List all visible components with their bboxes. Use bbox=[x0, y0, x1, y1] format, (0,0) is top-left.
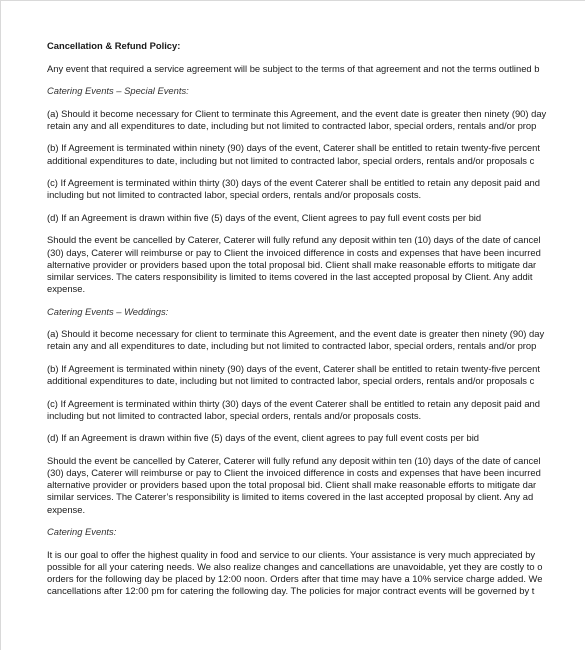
text-line: additional expenditures to date, including but not limited to contracted labor, special orders, rentals and/or proposals c bbox=[47, 375, 535, 387]
special-clause-d bbox=[47, 212, 585, 224]
catering-events-paragraph bbox=[47, 549, 585, 598]
text-line: Should the event be cancelled by Caterer, Caterer will fully refund any deposit within ten (10) days of the date of cancel bbox=[47, 234, 541, 246]
special-clause-c bbox=[47, 177, 585, 201]
text-line: It is our goal to offer the highest quality in food and service to our clients. Your assistance is very much appreciated by bbox=[47, 548, 536, 560]
text-line: expense. bbox=[47, 283, 86, 295]
document-body bbox=[47, 40, 585, 608]
special-caterer-cancellation bbox=[47, 234, 585, 295]
catering-events-heading: Catering Events: bbox=[47, 526, 117, 538]
text-line: Should the event be cancelled by Caterer, Caterer will fully refund any deposit within ten (10) days of the date of cancel bbox=[47, 454, 541, 466]
policy-title: Cancellation & Refund Policy: bbox=[47, 40, 181, 51]
text-line: (c) If Agreement is terminated within thirty (30) days of the event Caterer shall be entitled to retain any deposit paid and bbox=[47, 177, 540, 189]
text-line: retain any and all expenditures to date, including but not limited to contracted labor, special orders, rentals and/or prop bbox=[47, 340, 537, 352]
weddings-heading: Catering Events – Weddings: bbox=[47, 305, 169, 317]
text-line: Any event that required a service agreement will be subject to the terms of that agreement and not the terms outlined b bbox=[47, 62, 540, 74]
text-line: orders for the following day be placed by 12:00 noon. Orders after that time may have a 10% service charge added. We bbox=[47, 572, 543, 584]
text-line: including but not limited to contracted labor, special orders, rentals and/or proposals costs. bbox=[47, 189, 422, 201]
text-line: similar services. The caters responsibility is limited to items covered in the last accepted proposal by Client. Any addit bbox=[47, 270, 533, 282]
special-clause-a bbox=[47, 108, 585, 132]
special-events-heading: Catering Events – Special Events: bbox=[47, 85, 189, 97]
weddings-clause-d bbox=[47, 432, 585, 444]
text-line: (d) If an Agreement is drawn within five (5) days of the event, Client agrees to pay full event costs per bid bbox=[47, 211, 482, 223]
text-line: alternative provider or providers based upon the total proposal bid. Client shall make reasonable efforts to mitigate dar bbox=[47, 258, 537, 270]
text-line: (b) If Agreement is terminated within ninety (90) days of the event, Caterer shall be entitled to retain twenty-five percent bbox=[47, 362, 540, 374]
weddings-clause-b bbox=[47, 363, 585, 387]
weddings-clause-a bbox=[47, 328, 585, 352]
text-line: expense. bbox=[47, 503, 86, 515]
text-line: (a) Should it become necessary for client to terminate this Agreement, and the event date is greater then ninety (90) day bbox=[47, 328, 545, 340]
text-line: (b) If Agreement is terminated within ninety (90) days of the event, Caterer shall be entitled to retain twenty-five percent bbox=[47, 142, 540, 154]
text-line: similar services. The Caterer’s responsibility is limited to items covered in the last accepted proposal by client. Any ad bbox=[47, 491, 534, 503]
weddings-caterer-cancellation bbox=[47, 455, 585, 516]
text-line: (d) If an Agreement is drawn within five (5) days of the event, client agrees to pay full event costs per bid bbox=[47, 432, 479, 444]
text-line: possible for all your catering needs. We also realize changes and cancellations are unavoidable, yet they are costly to o bbox=[47, 560, 543, 572]
text-line: retain any and all expenditures to date, including but not limited to contracted labor, special orders, rentals and/or prop bbox=[47, 119, 537, 131]
special-clause-b bbox=[47, 142, 585, 166]
text-line: cancellations after 12:00 pm for catering the following day. The policies for major contract events will be governed by t bbox=[47, 585, 535, 597]
text-line: (30) days, Caterer will reimburse or pay to Client the invoiced difference in costs and expenses that have been incurred bbox=[47, 466, 541, 478]
text-line: (30) days, Caterer will reimburse or pay to Client the invoiced difference in costs and expenses that have been incurred bbox=[47, 246, 541, 258]
text-line: alternative provider or providers based upon the total proposal bid. Client shall make reasonable efforts to mitigate dar bbox=[47, 479, 537, 491]
text-line: (c) If Agreement is terminated within thirty (30) days of the event Caterer shall be entitled to retain any deposit paid and bbox=[47, 397, 540, 409]
text-line: (a) Should it become necessary for Client to terminate this Agreement, and the event date is greater then ninety (90) day bbox=[47, 107, 547, 119]
text-line: additional expenditures to date, including but not limited to contracted labor, special orders, rentals and/or proposals c bbox=[47, 154, 535, 166]
text-line: including but not limited to contracted labor, special orders, rentals and/or proposals costs. bbox=[47, 409, 422, 421]
weddings-clause-c bbox=[47, 398, 585, 422]
intro-paragraph bbox=[47, 63, 585, 75]
